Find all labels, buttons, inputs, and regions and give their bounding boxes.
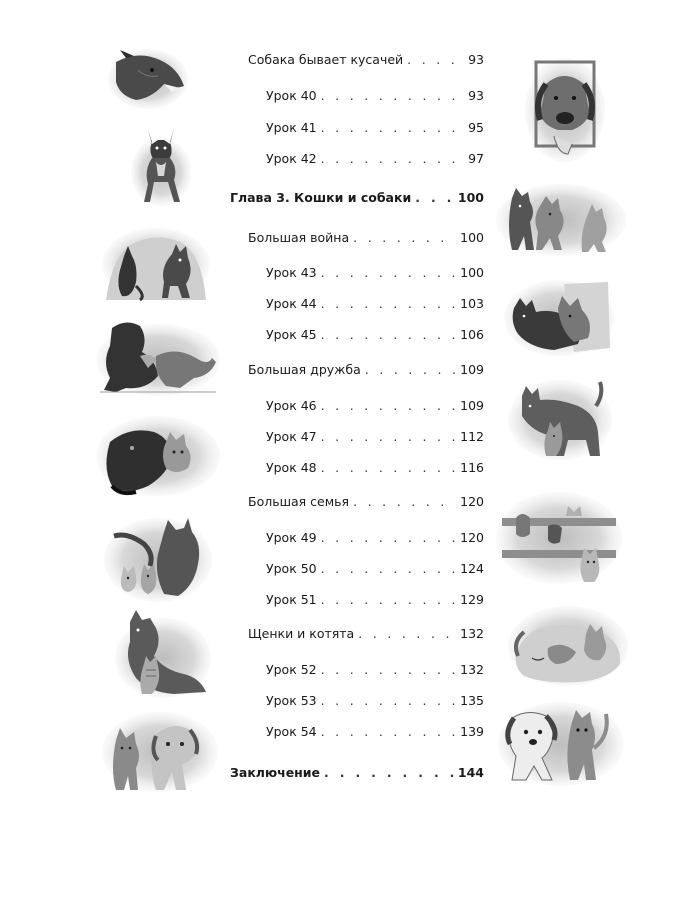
toc-leader — [321, 296, 457, 312]
toc-leader — [321, 561, 457, 577]
toc-page-number: 100 — [460, 230, 484, 245]
toc-page-number: 93 — [468, 88, 484, 103]
puppy-and-kittens-sleeping-illustration — [508, 604, 628, 688]
toc-page-number: 116 — [460, 460, 484, 475]
toc-title: Большая война — [248, 230, 350, 245]
toc-entry-section — [248, 230, 484, 246]
toc-entry-lesson — [266, 561, 484, 577]
cats-cuddling-illustration — [504, 278, 614, 358]
toc-title: Урок 52 — [266, 662, 317, 677]
toc-title: Большая семья — [248, 494, 350, 509]
toc-entry-lesson — [266, 530, 484, 546]
toc-title: Урок 50 — [266, 561, 317, 576]
toc-page-number: 124 — [460, 561, 484, 576]
dog-at-window-illustration — [524, 54, 606, 164]
toc-title: Урок 45 — [266, 327, 317, 342]
toc-title: Урок 46 — [266, 398, 317, 413]
cat-with-kittens-illustration — [104, 514, 212, 604]
kitten-and-puppy-illustration — [102, 710, 218, 794]
toc-leader — [353, 494, 456, 510]
toc-entry-lesson — [266, 398, 484, 414]
toc-leader — [321, 151, 464, 167]
toc-page-number: 109 — [460, 362, 484, 377]
toc-page-number: 144 — [457, 765, 484, 780]
toc-leader — [407, 52, 464, 68]
toc-entry-lesson — [266, 592, 484, 608]
toc-leader — [321, 662, 457, 678]
toc-title: Урок 40 — [266, 88, 317, 103]
toc-entry-lesson — [266, 327, 484, 343]
toc-page-number: 93 — [468, 52, 484, 67]
toc-title: Большая дружба — [248, 362, 361, 377]
toc-page-number: 132 — [460, 662, 484, 677]
toc-leader — [321, 265, 457, 281]
toc-entry-lesson — [266, 296, 484, 312]
toc-title: Урок 54 — [266, 724, 317, 739]
toc-leader — [321, 120, 464, 136]
toc-entry-lesson — [266, 460, 484, 476]
toc-entry-lesson — [266, 662, 484, 678]
toc-page-number: 100 — [457, 190, 484, 205]
dog-and-cat-resting-illustration — [96, 412, 220, 498]
toc-leader — [321, 530, 457, 546]
toc-page-number: 103 — [460, 296, 484, 311]
toc-leader — [358, 626, 456, 642]
toc-leader — [321, 327, 457, 343]
toc-entry-conclusion — [230, 765, 484, 781]
toc-leader — [365, 362, 456, 378]
toc-leader — [321, 693, 457, 709]
toc-title: Урок 53 — [266, 693, 317, 708]
dog-and-cat-playing-illustration — [96, 316, 220, 396]
toc-page-number: 100 — [460, 265, 484, 280]
toc-leader — [353, 230, 456, 246]
toc-title: Урок 44 — [266, 296, 317, 311]
toc-page-number: 97 — [468, 151, 484, 166]
toc-leader — [321, 398, 457, 414]
toc-title: Урок 48 — [266, 460, 317, 475]
dog-snarl-illustration — [108, 48, 188, 110]
toc-entry-section — [248, 626, 484, 642]
toc-title: Глава 3. Кошки и собаки — [230, 190, 412, 205]
toc-title: Урок 51 — [266, 592, 317, 607]
cats-playing-illustration — [496, 180, 626, 258]
toc-page-number: 112 — [460, 429, 484, 444]
toc-leader — [321, 429, 457, 445]
toc-entry-lesson — [266, 429, 484, 445]
toc-entry-lesson — [266, 120, 484, 136]
toc-title: Урок 49 — [266, 530, 317, 545]
cat-family-illustration — [508, 376, 612, 462]
toc-title: Урок 43 — [266, 265, 317, 280]
toc-entry-lesson — [266, 724, 484, 740]
toc-entry-lesson — [266, 151, 484, 167]
toc-leader — [415, 190, 454, 206]
toc-entry-section — [248, 494, 484, 510]
toc-page-number: 132 — [460, 626, 484, 641]
toc-leader — [321, 460, 457, 476]
toc-page-number: 120 — [460, 530, 484, 545]
toc-page-number: 95 — [468, 120, 484, 135]
cat-and-dog-fighting-illustration — [102, 226, 210, 302]
toc-title: Щенки и котята — [248, 626, 355, 641]
toc-entry-chapter — [230, 190, 484, 206]
toc-leader — [321, 724, 457, 740]
toc-entry-section — [248, 362, 484, 378]
puppy-and-kitten-illustration — [498, 700, 624, 788]
toc-page-number: 129 — [460, 592, 484, 607]
dog-standing-illustration — [130, 122, 192, 208]
toc-leader — [321, 592, 457, 608]
toc-page-number: 106 — [460, 327, 484, 342]
toc-entry-lesson — [266, 265, 484, 281]
toc-entry-lesson — [266, 693, 484, 709]
toc-entry-section — [248, 52, 484, 68]
cat-and-kitten-illustration — [114, 608, 212, 700]
toc-page-number: 120 — [460, 494, 484, 509]
toc-title: Заключение — [230, 765, 321, 780]
toc-leader — [324, 765, 454, 781]
toc-leader — [321, 88, 464, 104]
kittens-on-shelf-illustration — [496, 488, 622, 586]
toc-title: Урок 42 — [266, 151, 317, 166]
toc-page-number: 109 — [460, 398, 484, 413]
toc-title: Урок 41 — [266, 120, 317, 135]
toc-page-number: 139 — [460, 724, 484, 739]
toc-entry-lesson — [266, 88, 484, 104]
toc-title: Собака бывает кусачей — [248, 52, 404, 67]
toc-page-number: 135 — [460, 693, 484, 708]
toc-title: Урок 47 — [266, 429, 317, 444]
